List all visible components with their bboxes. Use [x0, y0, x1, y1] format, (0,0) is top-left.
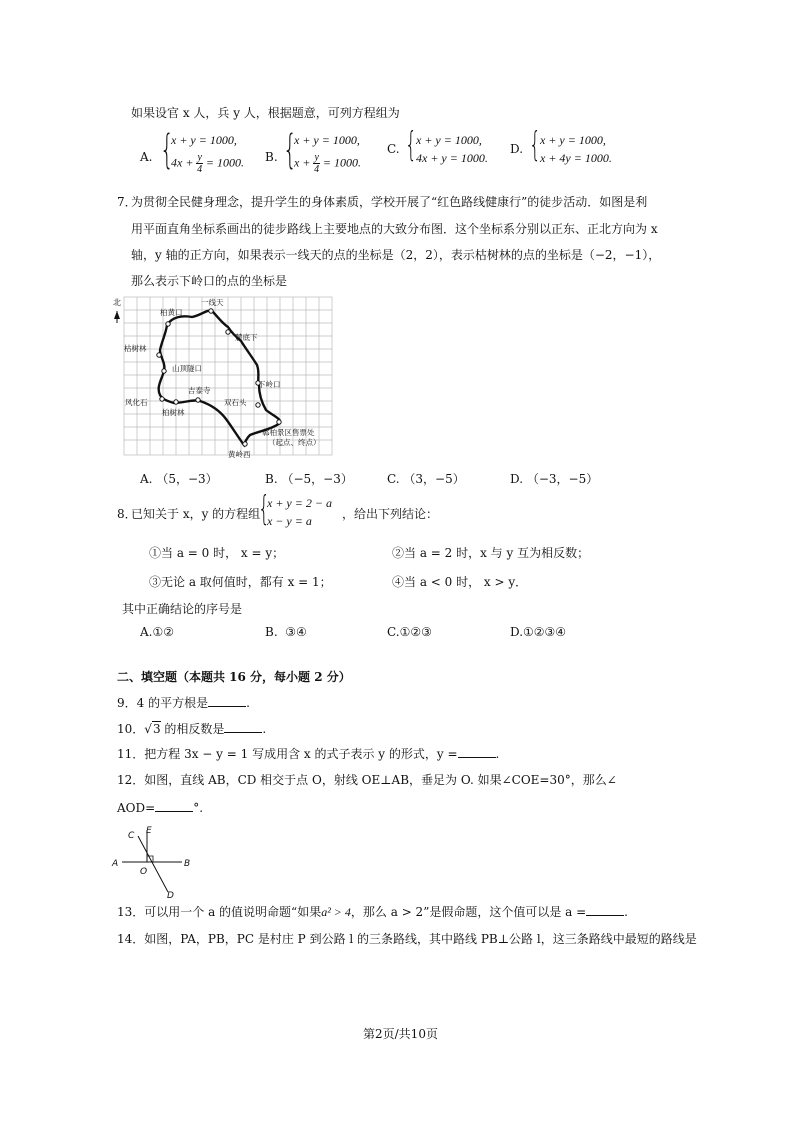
q7-line4: 那么表示下岭口的点的坐标是 [131, 274, 288, 288]
q7-line3: 轴，y 轴的正方向，如果表示一线天的点的坐标是（2，2），表示枯树林的点的坐标是（−2，−1）， [131, 248, 661, 262]
answer-blank[interactable] [208, 694, 246, 707]
svg-text:黄岭西: 黄岭西 [228, 450, 251, 459]
svg-text:双石头: 双石头 [224, 398, 247, 407]
q8-stem-a: 已知关于 x，y 的方程组 [131, 507, 261, 521]
section2-title: 二、填空题（本题共 16 分，每小题 2 分） [117, 670, 351, 684]
q6-option-eq2: 4x + y = 1000. [416, 151, 488, 165]
q8-option-d[interactable]: D.①②③④ [510, 625, 567, 639]
page-number: 第2页/共10页 [363, 1027, 438, 1041]
q8-conclusion-4: ④当 a < 0 时， x > y． [392, 575, 528, 589]
q6-option-eq2: x + 4y = 1000. [540, 151, 612, 165]
q8-option-a[interactable]: A.①② [140, 625, 174, 639]
q6-option-brace: { [405, 125, 417, 165]
svg-text:D: D [167, 891, 174, 900]
svg-text:柏黄口: 柏黄口 [160, 308, 183, 317]
svg-text:柏树林: 柏树林 [162, 408, 185, 417]
q6-option-label: B. [265, 150, 278, 164]
q8-stem-b: ，给出下列结论： [342, 507, 439, 521]
q8-option-b[interactable]: B. ③④ [265, 625, 307, 639]
q8-number: 8． [117, 507, 137, 521]
answer-blank[interactable] [155, 799, 193, 812]
q8-option-c[interactable]: C.①②③ [387, 625, 432, 639]
line-cd [138, 836, 168, 892]
q14: 14．如图，PA，PB，PC 是村庄 P 到公路 l 的三条路线，其中路线 PB⊥公路 l，这三条路线中最短的路线是 [117, 932, 697, 946]
svg-text:麓底下: 麓底下 [235, 333, 258, 342]
q6-option-eq1: x + y = 1000, [171, 133, 237, 147]
answer-blank[interactable] [224, 720, 262, 733]
svg-text:吉泰寺: 吉泰寺 [188, 386, 211, 395]
hiking-route [159, 311, 281, 445]
q8-conclusion-1: ①当 a = 0 时， x = y； [149, 546, 285, 560]
q8-brace: { [258, 489, 270, 529]
q12-line2: AOD= °. [117, 801, 204, 815]
q8-conclusion-2: ②当 a = 2 时，x 与 y 互为相反数； [392, 546, 590, 560]
svg-text:风化石: 风化石 [125, 398, 148, 407]
q6-option-label: A. [140, 150, 153, 164]
svg-text:鄣柏景区售票处: 鄣柏景区售票处 [262, 428, 315, 437]
q8-eq1: x + y = 2 − a [267, 496, 332, 510]
q10: 10．√3 的相反数是 . [117, 722, 267, 736]
svg-text:C: C [128, 831, 135, 841]
q7-option-a[interactable]: A. （5，−3） [140, 472, 218, 486]
q12-figure [110, 822, 200, 900]
q8-prompt: 其中正确结论的序号是 [122, 602, 243, 616]
q6-intro: 如果设官 x 人，兵 y 人，根据题意，可列方程组为 [131, 106, 400, 120]
q8-eq2: x − y = a [267, 514, 312, 528]
svg-text:E: E [146, 826, 152, 836]
svg-text:下岭口: 下岭口 [258, 380, 281, 389]
q12-line1: 12．如图，直线 AB，CD 相交于点 O，射线 OE⊥AB，垂足为 O. 如果∠COE=30°，那么∠ [117, 773, 617, 787]
q7-number: 7． [117, 195, 137, 209]
q7-route-map [112, 295, 337, 465]
q8-conclusion-3: ③无论 a 取何值时，都有 x = 1； [149, 575, 332, 589]
q7-line1: 为贯彻全民健身理念，提升学生的身体素质，学校开展了“红色路线健康行”的徒步活动．如图是利 [131, 195, 648, 209]
svg-text:（起点、终点）: （起点、终点） [268, 438, 321, 447]
q6-option-eq2: 4x + $\frac{y}{4}$ = 1000. [171, 152, 244, 175]
q6-option-eq1: x + y = 1000, [540, 133, 606, 147]
q6-option-eq1: x + y = 1000, [416, 133, 482, 147]
answer-blank[interactable] [458, 745, 496, 758]
q9: 9．4 的平方根是 . [117, 696, 250, 710]
map-points [157, 309, 281, 446]
svg-text:O: O [140, 867, 148, 877]
svg-text:山顶隧口: 山顶隧口 [172, 364, 202, 373]
svg-text:一线天: 一线天 [201, 298, 224, 307]
q6-option-brace: { [283, 127, 297, 173]
q6-option-brace: { [160, 127, 174, 173]
q11: 11．把方程 3x − y = 1 写成用含 x 的式子表示 y 的形式，y = . [117, 747, 500, 761]
q7-line2: 用平面直角坐标系画出的徒步路线上主要地点的大致分布图．这个坐标系分别以正东、正北方向为 x [131, 222, 658, 236]
q7-option-d[interactable]: D. （−3，−5） [510, 472, 599, 486]
answer-blank[interactable] [586, 903, 624, 916]
q6-option-eq2: x + $\frac{y}{4}$ = 1000. [294, 152, 361, 175]
q13: 13．可以用一个 a 的值说明命题“如果a² > 4，那么 a > 2”是假命题，这个值可以是 a = . [117, 905, 628, 919]
q7-option-c[interactable]: C. （3，−5） [387, 472, 465, 486]
svg-text:A: A [112, 859, 119, 869]
q6-option-eq1: x + y = 1000, [294, 133, 360, 147]
q7-option-b[interactable]: B. （−5，−3） [265, 472, 353, 486]
svg-text:B: B [184, 859, 191, 869]
north-arrow-icon [113, 297, 121, 323]
q6-option-brace: { [529, 125, 541, 165]
q6-option-label: D. [510, 142, 524, 156]
q6-option-label: C. [387, 142, 400, 156]
svg-text:枯树林: 枯树林 [124, 344, 147, 353]
svg-text:北: 北 [113, 298, 121, 307]
